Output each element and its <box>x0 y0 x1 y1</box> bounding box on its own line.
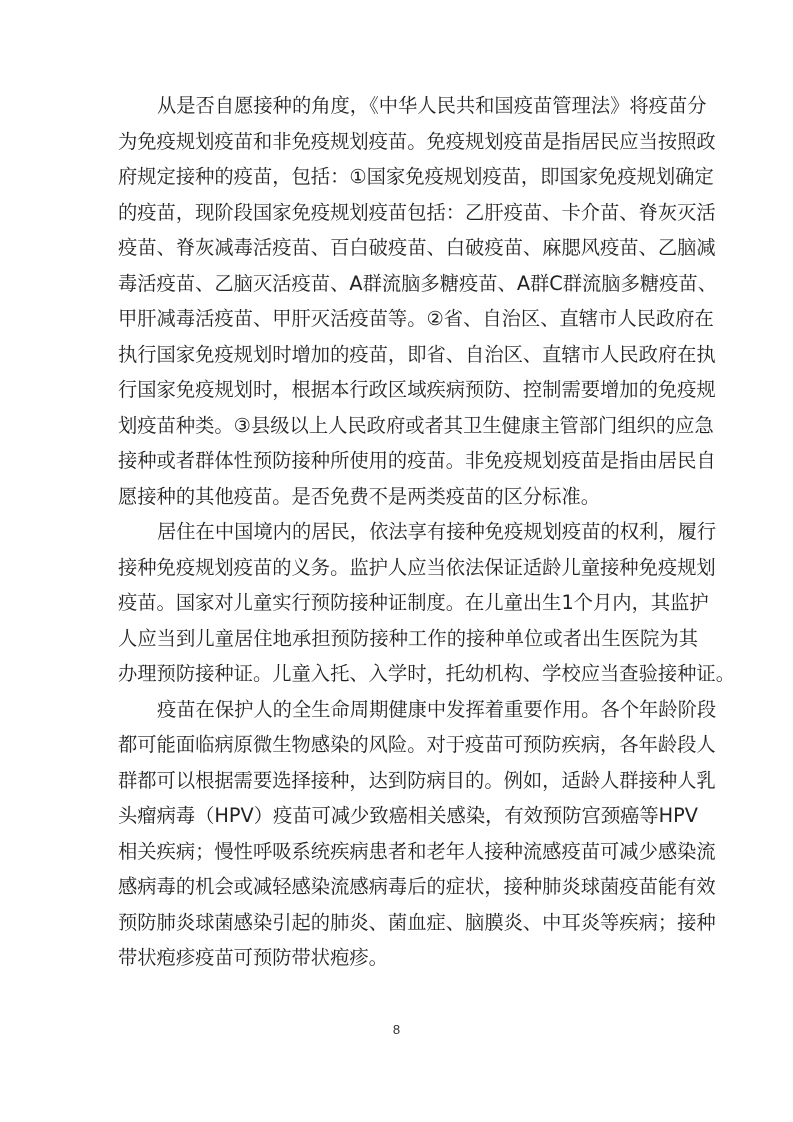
text-line: 执行国家免疫规划时增加的疫苗，即省、自治区、直辖市人民政府在执 <box>118 342 716 366</box>
text-line: 相关疾病；慢性呼吸系统疾病患者和老年人接种流感疫苗可减少感染流 <box>118 839 716 863</box>
text-line: 带状疱疹疫苗可预防带状疱疹。 <box>118 946 388 969</box>
text-line: 感病毒的机会或减轻感染流感病毒后的症状，接种肺炎球菌疫苗能有效 <box>118 875 716 898</box>
text-line: 办理预防接种证。儿童入托、入学时，托幼机构、学校应当查验接种证。 <box>118 662 735 685</box>
paragraph-resident-rights <box>118 514 735 692</box>
page-number: 8 <box>392 1022 401 1037</box>
body-text <box>118 88 735 976</box>
text-line: 甲肝减毒活疫苗、甲肝灭活疫苗等。②省、自治区、直辖市人民政府在 <box>118 307 714 330</box>
paragraph-vaccine-classification <box>118 88 717 514</box>
text-line: 群都可以根据需要选择接种，达到防病目的。例如，适龄人群接种人乳 <box>118 768 716 792</box>
text-line: 为免疫规划疫苗和非免疫规划疫苗。免疫规划疫苗是指居民应当按照政 <box>118 129 716 153</box>
text-line: 疫苗、脊灰减毒活疫苗、百白破疫苗、白破疫苗、麻腮风疫苗、乙脑减 <box>118 236 716 259</box>
text-line: 府规定接种的疫苗，包括：①国家免疫规划疫苗，即国家免疫规划确定 <box>118 165 714 188</box>
text-line: 居住在中国境内的居民，依法享有接种免疫规划疫苗的权利，履行 <box>157 520 717 543</box>
paragraph-lifecycle-health <box>118 692 717 976</box>
text-line: 毒活疫苗、乙脑灭活疫苗、A群流脑多糖疫苗、A群C群流脑多糖疫苗、 <box>118 271 717 295</box>
text-line: 愿接种的其他疫苗。是否免费不是两类疫苗的区分标准。 <box>118 484 601 508</box>
text-line: 接种或者群体性预防接种所使用的疫苗。非免疫规划疫苗是指由居民自 <box>118 449 716 472</box>
text-line: 从是否自愿接种的角度，《中华人民共和国疫苗管理法》将疫苗分 <box>157 94 707 117</box>
text-line: 预防肺炎球菌感染引起的肺炎、菌血症、脑膜炎、中耳炎等疾病；接种 <box>118 910 716 934</box>
text-line: 头瘤病毒（HPV）疫苗可减少致癌相关感染，有效预防宫颈癌等HPV <box>118 804 698 827</box>
text-line: 都可能面临病原微生物感染的风险。对于疫苗可预防疾病，各年龄段人 <box>118 733 716 756</box>
text-line: 疫苗。国家对儿童实行预防接种证制度。在儿童出生1个月内，其监护 <box>118 591 709 614</box>
text-line: 的疫苗，现阶段国家免疫规划疫苗包括：乙肝疫苗、卡介苗、脊灰灭活 <box>118 200 716 224</box>
text-line: 行国家免疫规划时，根据本行政区域疾病预防、控制需要增加的免疫规 <box>118 378 716 401</box>
text-line: 接种免疫规划疫苗的义务。监护人应当依法保证适龄儿童接种免疫规划 <box>118 555 716 579</box>
text-line: 划疫苗种类。③县级以上人民政府或者其卫生健康主管部门组织的应急 <box>118 413 714 437</box>
text-line: 疫苗在保护人的全生命周期健康中发挥着重要作用。各个年龄阶段 <box>157 697 717 721</box>
text-line: 人应当到儿童居住地承担预防接种工作的接种单位或者出生医院为其 <box>118 626 698 650</box>
